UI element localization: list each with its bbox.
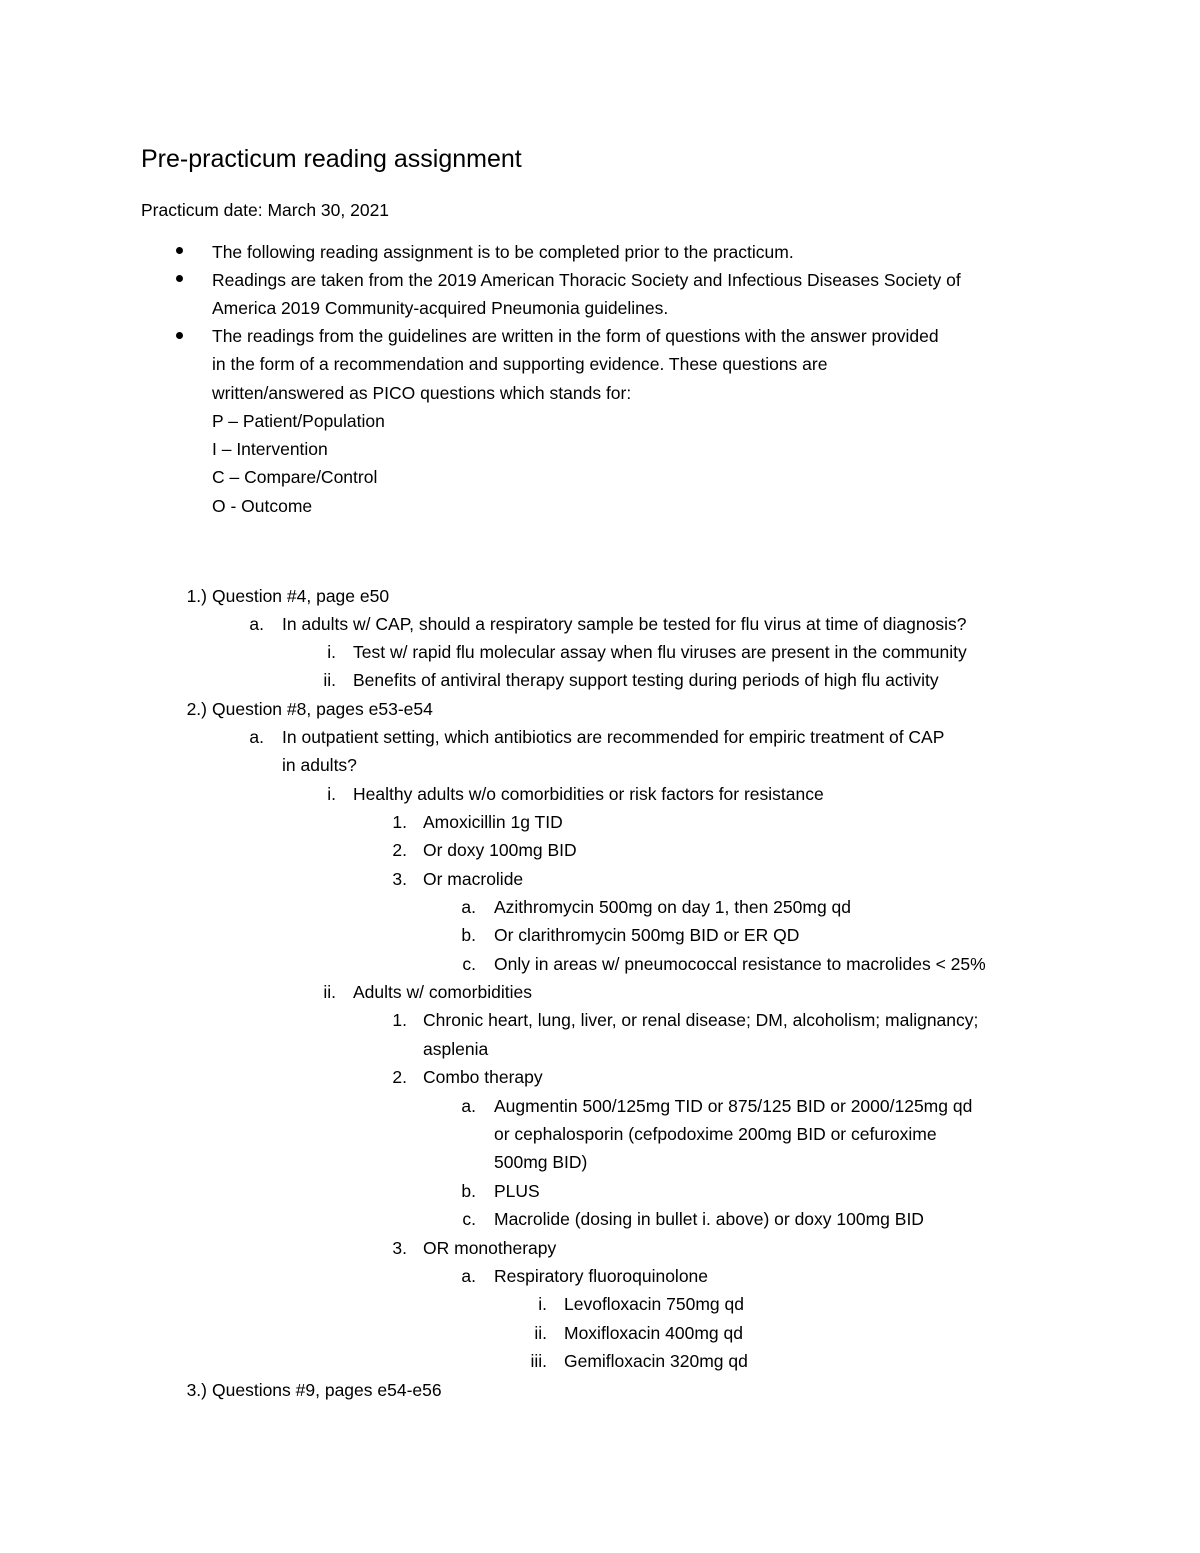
outline-item: Azithromycin 500mg on day 1, then 250mg qd [494, 897, 852, 917]
outline-marker: ii. [323, 670, 336, 690]
outline-item: Benefits of antiviral therapy support testing during periods of high flu activity [353, 670, 939, 690]
outline-item: Or doxy 100mg BID [423, 840, 577, 860]
document-title: Pre-practicum reading assignment [141, 145, 522, 173]
outline-marker: 2. [392, 1067, 407, 1087]
pico-line: O - Outcome [212, 496, 313, 516]
bullet-dot [176, 275, 183, 282]
outline-item: Or clarithromycin 500mg BID or ER QD [494, 925, 800, 945]
pico-line: P – Patient/Population [212, 411, 385, 431]
bullet-line: Readings are taken from the 2019 American Thoracic Society and Infectious Diseases Society of [212, 270, 961, 290]
outline-item: Combo therapy [423, 1067, 543, 1087]
outline-item: Amoxicillin 1g TID [423, 812, 563, 832]
outline-item: Chronic heart, lung, liver, or renal disease; DM, alcoholism; malignancy; [423, 1010, 979, 1030]
outline-marker: 3.) [186, 1380, 207, 1400]
pico-line: C – Compare/Control [212, 467, 378, 487]
outline-item: Augmentin 500/125mg TID or 875/125 BID or 2000/125mg qd [494, 1096, 973, 1116]
outline-item-continued: asplenia [423, 1039, 489, 1059]
outline-marker: 3. [392, 1238, 407, 1258]
outline-item: Levofloxacin 750mg qd [564, 1294, 744, 1314]
outline-marker: i. [538, 1294, 547, 1314]
outline-marker: 1.) [186, 586, 207, 606]
outline-item: In adults w/ CAP, should a respiratory sample be tested for flu virus at time of diagnosis? [282, 614, 967, 634]
outline-marker: ii. [323, 982, 336, 1002]
bullet-line: The following reading assignment is to be completed prior to the practicum. [212, 242, 794, 262]
outline-item: Adults w/ comorbidities [353, 982, 532, 1002]
outline-marker: c. [462, 1209, 476, 1229]
outline-marker: 2. [392, 840, 407, 860]
bullet-line: written/answered as PICO questions which stands for: [212, 383, 632, 403]
outline-marker: 3. [392, 869, 407, 889]
outline-question: Questions #9, pages e54-e56 [212, 1380, 442, 1400]
outline-item: Respiratory fluoroquinolone [494, 1266, 709, 1286]
outline-marker: 1. [392, 1010, 407, 1030]
outline-marker: a. [249, 614, 264, 634]
outline-marker: c. [462, 954, 476, 974]
bullet-line: The readings from the guidelines are written in the form of questions with the answer provided [212, 326, 939, 346]
pico-line: I – Intervention [212, 439, 328, 459]
outline-marker: b. [461, 1181, 476, 1201]
bullet-dot [176, 247, 183, 254]
outline-marker: 2.) [186, 699, 207, 719]
outline-marker: a. [461, 1266, 476, 1286]
outline-marker: a. [461, 897, 476, 917]
bullet-line: in the form of a recommendation and supporting evidence. These questions are [212, 354, 828, 374]
outline-item: Moxifloxacin 400mg qd [564, 1323, 743, 1343]
outline-marker: iii. [530, 1351, 547, 1371]
outline-item: Healthy adults w/o comorbidities or risk factors for resistance [353, 784, 824, 804]
outline-marker: 1. [392, 812, 407, 832]
outline-marker: a. [461, 1096, 476, 1116]
outline-question: Question #8, pages e53-e54 [212, 699, 433, 719]
bullet-dot [176, 332, 183, 339]
outline-item-continued: or cephalosporin (cefpodoxime 200mg BID or cefuroxime [494, 1124, 937, 1144]
outline-item: In outpatient setting, which antibiotics are recommended for empiric treatment of CAP [282, 727, 945, 747]
bullet-line: America 2019 Community-acquired Pneumonia guidelines. [212, 298, 669, 318]
outline-item: OR monotherapy [423, 1238, 557, 1258]
outline-marker: i. [327, 642, 336, 662]
outline-item-continued: in adults? [282, 755, 357, 775]
outline-marker: b. [461, 925, 476, 945]
outline-question: Question #4, page e50 [212, 586, 390, 606]
outline-item-continued: 500mg BID) [494, 1152, 588, 1172]
outline-item: Test w/ rapid flu molecular assay when flu viruses are present in the community [353, 642, 967, 662]
outline-item: PLUS [494, 1181, 540, 1201]
outline-marker: a. [249, 727, 264, 747]
outline-item: Only in areas w/ pneumococcal resistance to macrolides < 25% [494, 954, 986, 974]
outline-marker: ii. [534, 1323, 547, 1343]
outline-item: Macrolide (dosing in bullet i. above) or doxy 100mg BID [494, 1209, 924, 1229]
outline-item: Gemifloxacin 320mg qd [564, 1351, 748, 1371]
outline-item: Or macrolide [423, 869, 524, 889]
outline-marker: i. [327, 784, 336, 804]
practicum-date: Practicum date: March 30, 2021 [141, 200, 390, 220]
